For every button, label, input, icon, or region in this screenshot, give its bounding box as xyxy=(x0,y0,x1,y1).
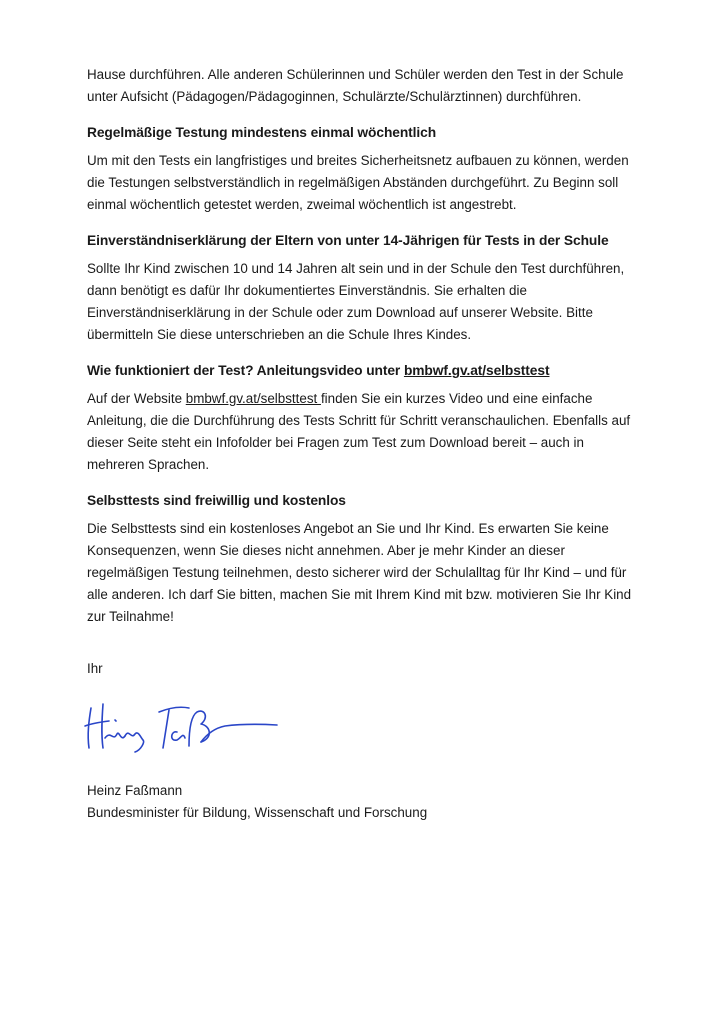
section-heading xyxy=(87,360,647,382)
signer-block xyxy=(87,780,647,824)
body-line: alle anderen. Ich darf Sie bitten, machen Sie mit Ihrem Kind mit bzw. motivieren Sie Ihr Kind xyxy=(87,587,632,602)
selbsttest-heading-link[interactable]: bmbwf.gv.at/selbsttest xyxy=(403,363,550,378)
body-line: dann benötigt es dafür Ihr dokumentiertes Einverständnis. Sie erhalten die xyxy=(87,283,527,298)
line-prefix: Auf der Website xyxy=(87,391,186,406)
section-heading: Einverständniserklärung der Eltern von unter 14-Jährigen für Tests in der Schule xyxy=(87,233,609,248)
body-line: Einverständniserklärung in der Schule oder zum Download auf unserer Website. Bitte xyxy=(87,305,593,320)
body-line: einmal wöchentlich getestet werden, zweimal wöchentlich ist angestrebt. xyxy=(87,197,517,212)
body-line: regelmäßigen Testung teilnehmen, desto sicherer wird der Schulalltag für Ihr Kind – und für xyxy=(87,565,627,580)
section-heading: Selbsttests sind freiwillig und kostenlos xyxy=(87,493,346,508)
body-line: Konsequenzen, wenn Sie dieses nicht annehmen. Aber je mehr Kinder an dieser xyxy=(87,543,565,558)
section-how-it-works xyxy=(87,360,647,476)
body-line: die Testungen selbstverständlich in regelmäßigen Abständen durchgeführt. Zu Beginn soll xyxy=(87,175,619,190)
body-line: Anleitung, die die Durchführung des Tests Schritt für Schritt veranschaulichen. Ebenfalls auf xyxy=(87,413,631,428)
closing-greeting: Ihr xyxy=(87,661,103,676)
body-line: dieser Seite steht ein Infofolder bei Fragen zum Test zum Download bereit – auch in xyxy=(87,435,584,450)
section-voluntary-free xyxy=(87,490,647,628)
selbsttest-website-link[interactable]: bmbwf.gv.at/selbsttest xyxy=(185,391,321,406)
body-line xyxy=(87,388,647,410)
line-suffix: finden Sie ein kurzes Video und eine einfache xyxy=(320,391,593,406)
intro-line: unter Aufsicht (Pädagogen/Pädagoginnen, Schulärzte/Schulärztinnen) durchführen. xyxy=(87,89,582,104)
heading-text: Wie funktioniert der Test? Anleitungsvideo unter xyxy=(87,363,404,378)
body-line: Die Selbsttests sind ein kostenloses Angebot an Sie und Ihr Kind. Es erwarten Sie keine xyxy=(87,521,609,536)
signer-title: Bundesminister für Bildung, Wissenschaft und Forschung xyxy=(87,805,428,820)
section-parental-consent xyxy=(87,230,647,346)
section-heading: Regelmäßige Testung mindestens einmal wöchentlich xyxy=(87,125,437,140)
body-line: Um mit den Tests ein langfristiges und breites Sicherheitsnetz aufbauen zu können, werden xyxy=(87,153,629,168)
intro-paragraph xyxy=(87,64,647,108)
body-line: zur Teilnahme! xyxy=(87,609,174,624)
body-line: übermitteln Sie diese unterschrieben an die Schule Ihres Kindes. xyxy=(87,327,472,342)
intro-line: Hause durchführen. Alle anderen Schülerinnen und Schüler werden den Test in der Schule xyxy=(87,67,624,82)
body-line: Sollte Ihr Kind zwischen 10 und 14 Jahren alt sein und in der Schule den Test durchführen, xyxy=(87,261,625,276)
body-line: mehreren Sprachen. xyxy=(87,457,210,472)
letter-page xyxy=(87,64,647,824)
section-weekly-testing xyxy=(87,122,647,216)
handwritten-signature xyxy=(81,690,281,756)
signer-name: Heinz Faßmann xyxy=(87,783,183,798)
